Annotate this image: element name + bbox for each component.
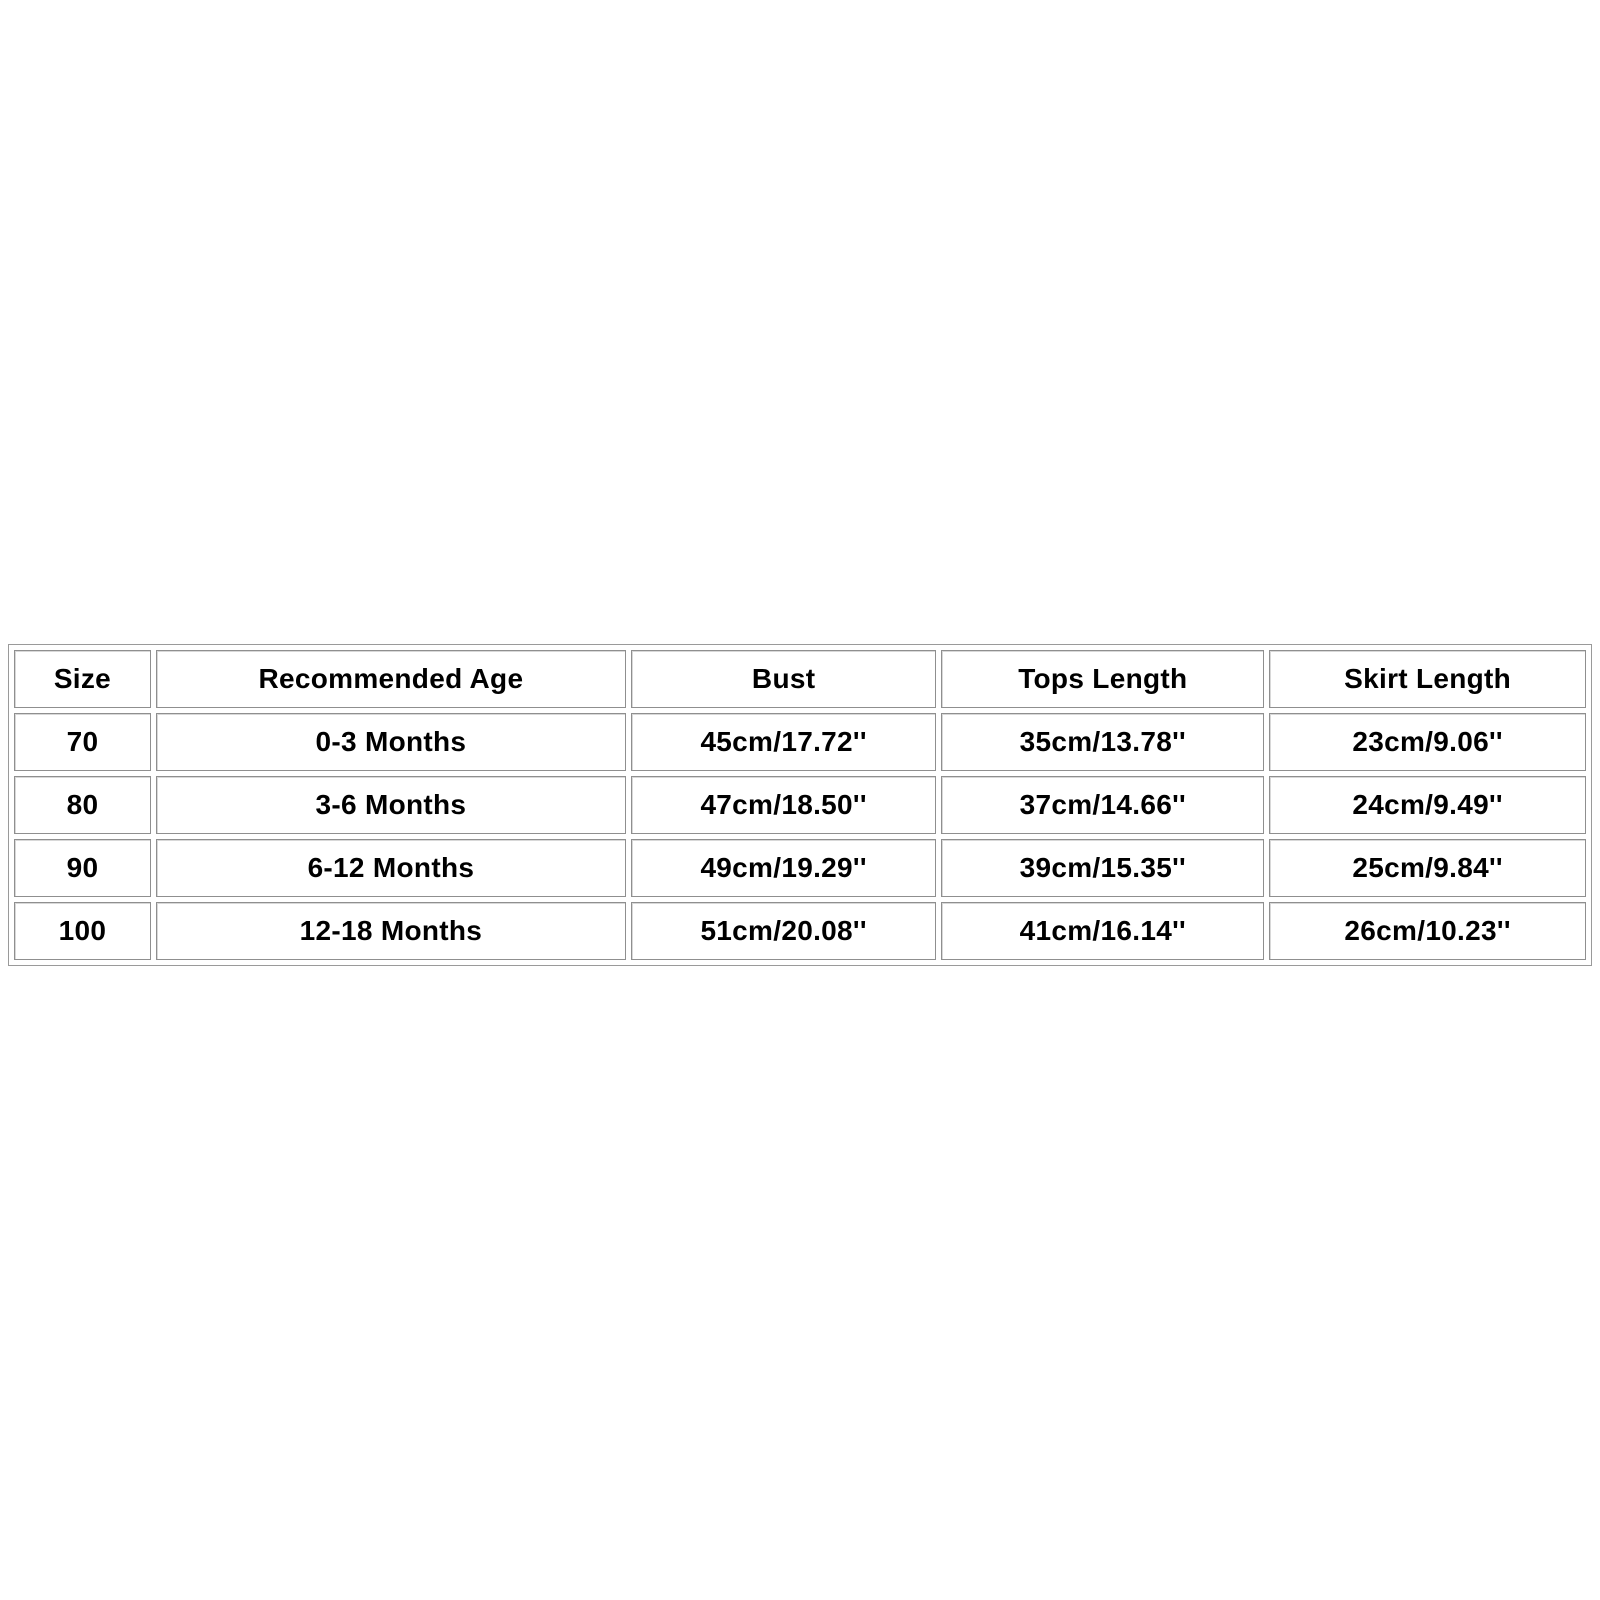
cell-recommended-age: 3-6 Months bbox=[156, 776, 626, 834]
size-chart-table bbox=[9, 645, 1591, 965]
header-skirt-length: Skirt Length bbox=[1269, 650, 1586, 708]
cell-bust: 49cm/19.29'' bbox=[631, 839, 936, 897]
cell-tops-length: 37cm/14.66'' bbox=[941, 776, 1264, 834]
cell-recommended-age: 0-3 Months bbox=[156, 713, 626, 771]
cell-size: 100 bbox=[14, 902, 151, 960]
table-header-row bbox=[14, 650, 1586, 708]
table-row bbox=[14, 776, 1586, 834]
cell-bust: 51cm/20.08'' bbox=[631, 902, 936, 960]
cell-skirt-length: 23cm/9.06'' bbox=[1269, 713, 1586, 771]
cell-tops-length: 41cm/16.14'' bbox=[941, 902, 1264, 960]
header-size: Size bbox=[14, 650, 151, 708]
table-row bbox=[14, 902, 1586, 960]
cell-skirt-length: 26cm/10.23'' bbox=[1269, 902, 1586, 960]
cell-recommended-age: 12-18 Months bbox=[156, 902, 626, 960]
table-row bbox=[14, 839, 1586, 897]
header-bust: Bust bbox=[631, 650, 936, 708]
header-recommended-age: Recommended Age bbox=[156, 650, 626, 708]
table-row bbox=[14, 713, 1586, 771]
cell-tops-length: 39cm/15.35'' bbox=[941, 839, 1264, 897]
cell-skirt-length: 25cm/9.84'' bbox=[1269, 839, 1586, 897]
cell-size: 70 bbox=[14, 713, 151, 771]
cell-size: 80 bbox=[14, 776, 151, 834]
cell-bust: 45cm/17.72'' bbox=[631, 713, 936, 771]
cell-tops-length: 35cm/13.78'' bbox=[941, 713, 1264, 771]
size-chart bbox=[8, 644, 1592, 966]
cell-size: 90 bbox=[14, 839, 151, 897]
cell-skirt-length: 24cm/9.49'' bbox=[1269, 776, 1586, 834]
cell-bust: 47cm/18.50'' bbox=[631, 776, 936, 834]
header-tops-length: Tops Length bbox=[941, 650, 1264, 708]
cell-recommended-age: 6-12 Months bbox=[156, 839, 626, 897]
